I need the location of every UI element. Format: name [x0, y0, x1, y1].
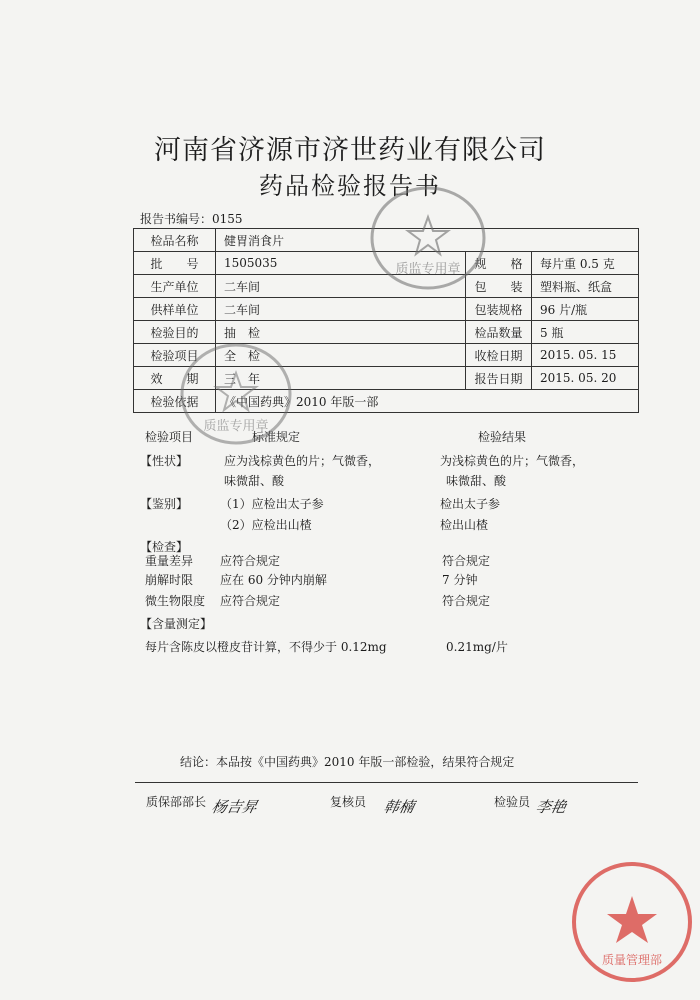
info-value: 二车间 — [216, 298, 466, 321]
traits-result: 为浅棕黄色的片；气微香， — [440, 454, 585, 468]
col-result-header: 检验结果 — [478, 430, 527, 444]
table-row — [134, 298, 639, 321]
reviewer-label: 复核员 — [330, 795, 367, 809]
ident-standard: （2）应检出山楂 — [220, 518, 312, 532]
info-label: 包 装 — [466, 275, 532, 298]
reviewer-signature: 韩楠 — [381, 798, 416, 816]
inspector-label: 检验员 — [494, 795, 531, 809]
dept-head-label: 质保部部长 — [146, 795, 207, 809]
report-number: 报告书编号：0155 — [140, 212, 243, 226]
disint-result: 7 分钟 — [442, 573, 478, 587]
weight-label: 重量差异 — [145, 554, 194, 568]
check-label: 【检查】 — [140, 540, 189, 554]
ident-standard: （1）应检出太子参 — [220, 497, 324, 511]
info-label: 包装规格 — [466, 298, 532, 321]
info-value: 抽 检 — [216, 321, 466, 344]
info-label: 检品数量 — [466, 321, 532, 344]
company-stamp-red — [568, 858, 696, 986]
info-value: 96 片/瓶 — [532, 298, 639, 321]
info-label: 批 号 — [134, 252, 216, 275]
info-label: 检验目的 — [134, 321, 216, 344]
inspector-signature: 李艳 — [533, 798, 568, 816]
info-value: 二车间 — [216, 275, 466, 298]
assay-label: 【含量测定】 — [140, 617, 213, 631]
ident-result: 检出太子参 — [440, 497, 501, 511]
traits-result: 味微甜、酸 — [446, 474, 507, 488]
ident-label: 【鉴别】 — [140, 497, 189, 511]
info-value: 《中国药典》2010 年版一部 — [216, 390, 639, 413]
info-label: 报告日期 — [466, 367, 532, 390]
info-value: 2015. 05. 20 — [532, 367, 639, 390]
info-value: 三 年 — [216, 367, 466, 390]
info-label: 检验项目 — [134, 344, 216, 367]
micro-label: 微生物限度 — [145, 594, 206, 608]
col-standard-header: 标准规定 — [252, 430, 301, 444]
col-item-header: 检验项目 — [145, 430, 194, 444]
info-value: 塑料瓶、纸盒 — [532, 275, 639, 298]
conclusion: 结论：本品按《中国药典》2010 年版一部检验，结果符合规定 — [180, 755, 515, 769]
traits-standard: 味微甜、酸 — [224, 474, 285, 488]
svg-text:质量管理部: 质量管理部 — [601, 953, 663, 967]
info-label: 检验依据 — [134, 390, 216, 413]
disint-label: 崩解时限 — [145, 573, 194, 587]
info-label: 供样单位 — [134, 298, 216, 321]
info-label: 检品名称 — [134, 229, 216, 252]
info-value: 全 检 — [216, 344, 466, 367]
info-value: 2015. 05. 15 — [532, 344, 639, 367]
info-label: 效 期 — [134, 367, 216, 390]
info-label: 收检日期 — [466, 344, 532, 367]
disint-standard: 应在 60 分钟内崩解 — [220, 573, 327, 587]
assay-standard: 每片含陈皮以橙皮苷计算，不得少于 0.12mg — [145, 640, 387, 654]
micro-result: 符合规定 — [442, 594, 491, 608]
info-value: 每片重 0.5 克 — [532, 252, 639, 275]
divider — [135, 782, 638, 783]
report-title: 药品检验报告书 — [259, 172, 441, 200]
dept-head-signature: 杨吉昇 — [209, 798, 259, 816]
weight-standard: 应符合规定 — [220, 554, 281, 568]
info-label: 生产单位 — [134, 275, 216, 298]
info-value: 健胃消食片 — [216, 229, 466, 252]
traits-standard: 应为浅棕黄色的片；气微香， — [224, 454, 381, 468]
weight-result: 符合规定 — [442, 554, 491, 568]
ident-result: 检出山楂 — [440, 518, 489, 532]
micro-standard: 应符合规定 — [220, 594, 281, 608]
info-label: 规 格 — [466, 252, 532, 275]
assay-result: 0.21mg/片 — [446, 640, 508, 654]
info-value: 1505035 — [216, 252, 466, 275]
info-value: 5 瓶 — [532, 321, 639, 344]
quality-stamp-middle — [178, 340, 294, 448]
quality-stamp-top — [368, 183, 488, 293]
traits-label: 【性状】 — [140, 454, 189, 468]
company-title: 河南省济源市济世药业有限公司 — [154, 135, 546, 166]
svg-text:质监专用章: 质监专用章 — [203, 419, 269, 434]
svg-text:质监专用章: 质监专用章 — [395, 262, 461, 277]
